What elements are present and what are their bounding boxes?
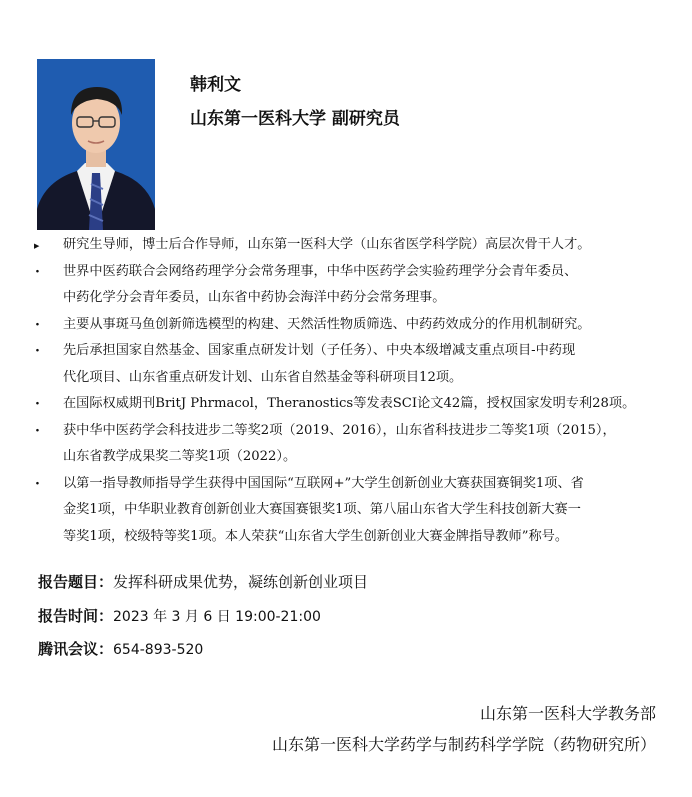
bio-item: · 世界中医药联合会网络药理学分会常务理事，中华中医药学会实验药理学分会青年委员、 中药化学分会青年委员，山东省中药协会海洋中药分会常务理事。 <box>30 259 670 312</box>
bio-item: · 先后承担国家自然基金、国家重点研发计划（子任务）、中央本级增减支重点项目-中药现 代化项目、山东省重点研发计划、山东省自然基金等科研项目12项。 <box>30 338 670 391</box>
event-time <box>38 605 321 626</box>
bio-item: ▶ 研究生导师，博士后合作导师，山东第一医科大学（山东省医学科学院）高层次骨干人才。 <box>30 232 670 259</box>
speaker-name: 韩利文 <box>190 75 241 95</box>
organizer-line: 山东第一医科大学教务部 <box>479 704 656 723</box>
bio-item: · 获中华中医药学会科技进步二等奖2项（2019、2016），山东省科技进步二等奖1项（2015）， 山东省教学成果奖二等奖1项（2022）。 <box>30 418 670 471</box>
event-time-label: 报告时间： <box>38 607 114 625</box>
speaker-title: 山东第一医科大学 副研究员 <box>190 109 400 129</box>
bio-list <box>30 232 670 550</box>
bio-item: · 主要从事斑马鱼创新筛选模型的构建、天然活性物质筛选、中药药效成分的作用机制研究。 <box>30 312 670 339</box>
event-topic-value: 发挥科研成果优势，凝练创新创业项目 <box>113 573 369 591</box>
event-topic <box>38 571 368 592</box>
bio-item: · 以第一指导教师指导学生获得中国国际“互联网+”大学生创新创业大赛获国赛铜奖1项、省 金奖1项，中华职业教育创新创业大赛国赛银奖1项、第八届山东省大学生科技创新大赛一 等奖1项，校级特等奖1项。本人荣获“山东省大学生创新创业大赛金牌指导教师”称号。 <box>30 471 670 551</box>
organizer-line: 山东第一医科大学药学与制药科学学院（药物研究所） <box>271 735 656 754</box>
event-meeting <box>38 638 203 659</box>
speaker-photo <box>37 59 155 230</box>
event-topic-label: 报告题目： <box>38 573 114 591</box>
event-meeting-id: 654-893-520 <box>113 642 204 658</box>
bio-item: · 在国际权威期刊BritJ Phrmacol，Theranostics等发表SCI论文42篇，授权国家发明专利28项。 <box>30 391 670 418</box>
event-time-value: 2023 年 3 月 6 日 19:00-21:00 <box>113 609 321 625</box>
event-meeting-label: 腾讯会议： <box>38 640 114 658</box>
